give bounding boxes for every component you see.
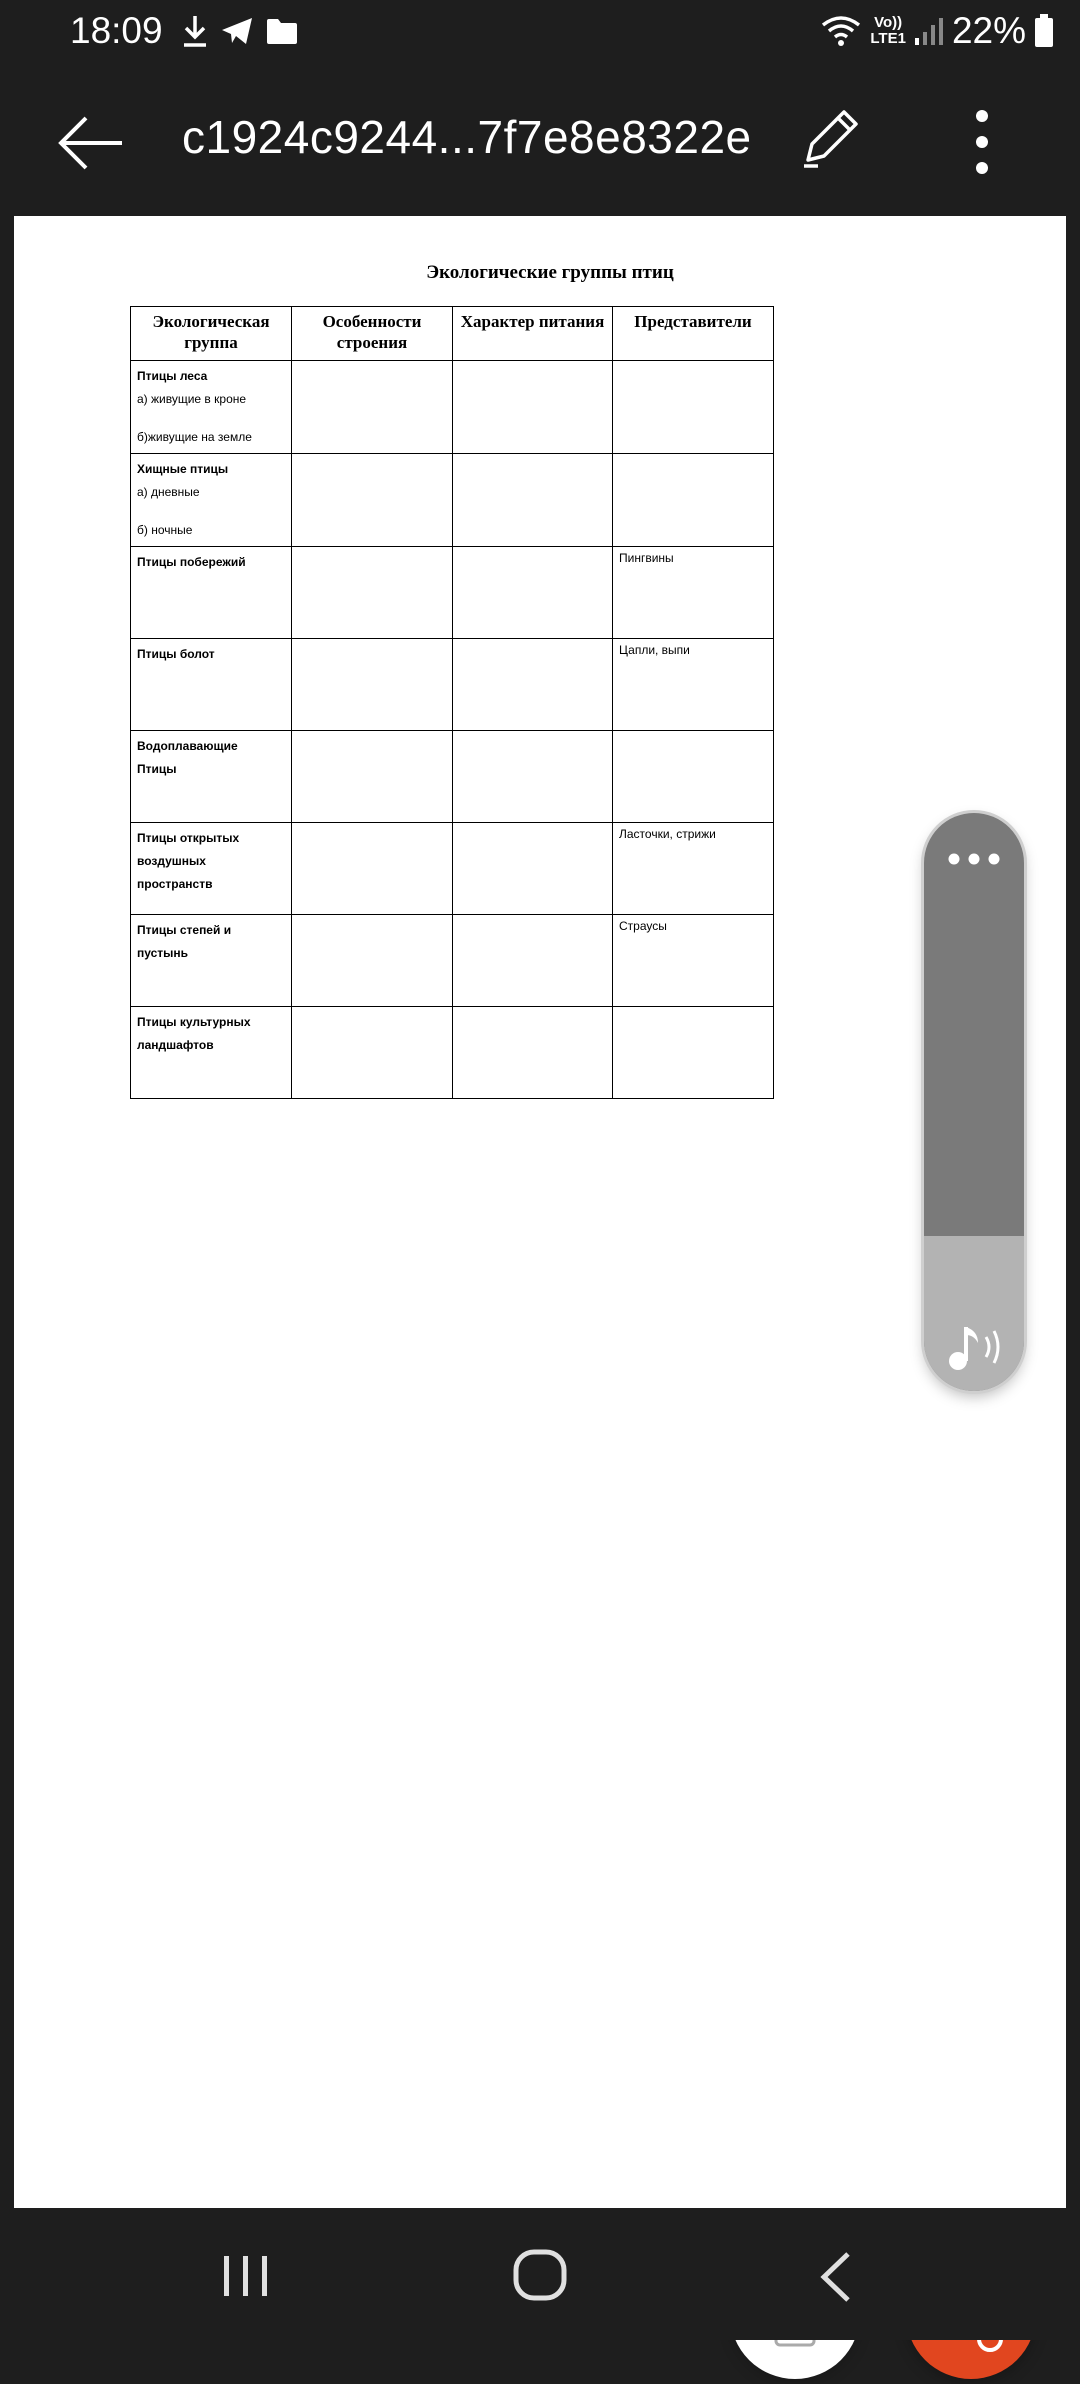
status-bar <box>0 0 1080 66</box>
diet-cell <box>453 547 613 639</box>
representatives-cell: Страусы <box>613 915 774 1007</box>
eco-groups-table <box>130 306 774 1099</box>
system-navigation-bar <box>0 2208 1080 2340</box>
download-icon <box>182 14 208 48</box>
group-cell: Птицы побережий <box>131 547 292 639</box>
table-header-row <box>131 307 774 361</box>
document-page <box>14 216 1066 2208</box>
group-cell: Водоплавающие Птицы <box>131 731 292 823</box>
edit-pencil-icon[interactable] <box>794 104 864 174</box>
diet-cell <box>453 1007 613 1099</box>
back-chevron-icon[interactable] <box>814 2250 858 2304</box>
read-aloud-pill[interactable] <box>924 813 1024 1391</box>
structure-cell <box>292 915 453 1007</box>
battery-icon <box>1034 14 1054 48</box>
back-arrow-icon[interactable] <box>56 108 126 178</box>
structure-cell <box>292 639 453 731</box>
structure-cell <box>292 361 453 454</box>
representatives-cell: Цапли, выпи <box>613 639 774 731</box>
folder-icon <box>266 17 298 45</box>
app-toolbar <box>0 66 1080 216</box>
more-horizontal-icon[interactable] <box>924 849 1024 869</box>
group-cell: Птицы культурных ландшафтов <box>131 1007 292 1099</box>
diet-cell <box>453 823 613 915</box>
structure-cell <box>292 547 453 639</box>
diet-cell <box>453 361 613 454</box>
structure-cell <box>292 823 453 915</box>
table-row <box>131 361 774 454</box>
representatives-cell <box>613 361 774 454</box>
document-title: c1924c9244...7f7e8e8322e <box>182 111 752 163</box>
header-structure: Особенности строения <box>292 307 453 361</box>
representatives-cell <box>613 731 774 823</box>
status-right-group <box>820 10 1054 52</box>
structure-cell <box>292 731 453 823</box>
table-row <box>131 731 774 823</box>
group-cell: Птицы открытых воздушных пространств <box>131 823 292 915</box>
recent-apps-icon[interactable] <box>216 2252 276 2302</box>
table-row <box>131 639 774 731</box>
representatives-cell <box>613 454 774 547</box>
diet-cell <box>453 731 613 823</box>
table-row <box>131 823 774 915</box>
table-row <box>131 1007 774 1099</box>
home-icon[interactable] <box>510 2248 570 2304</box>
network-type: Vo)) LTE1 <box>870 14 906 47</box>
header-diet: Характер питания <box>453 307 613 361</box>
representatives-cell: Пингвины <box>613 547 774 639</box>
table-row <box>131 915 774 1007</box>
signal-icon <box>914 16 944 46</box>
status-notification-icons <box>182 14 298 48</box>
group-cell: Птицы степей и пустынь <box>131 915 292 1007</box>
diet-cell <box>453 915 613 1007</box>
wifi-icon <box>820 15 862 47</box>
status-time: 18:09 <box>70 10 163 51</box>
diet-cell <box>453 454 613 547</box>
table-row <box>131 547 774 639</box>
page-title: Экологические группы птиц <box>426 262 674 283</box>
music-note-icon[interactable] <box>944 1321 1006 1373</box>
header-group: Экологическая группа <box>131 307 292 361</box>
representatives-cell: Ласточки, стрижи <box>613 823 774 915</box>
group-cell: Птицы леса а) живущие в кроне б)живущие на земле <box>131 361 292 454</box>
structure-cell <box>292 1007 453 1099</box>
diet-cell <box>453 639 613 731</box>
battery-percent: 22% <box>951 10 1026 51</box>
telegram-icon <box>220 16 254 46</box>
group-cell: Птицы болот <box>131 639 292 731</box>
header-representatives: Представители <box>613 307 774 361</box>
group-cell: Хищные птицы а) дневные б) ночные <box>131 454 292 547</box>
table-row <box>131 454 774 547</box>
more-vertical-icon[interactable] <box>958 104 1006 180</box>
representatives-cell <box>613 1007 774 1099</box>
structure-cell <box>292 454 453 547</box>
